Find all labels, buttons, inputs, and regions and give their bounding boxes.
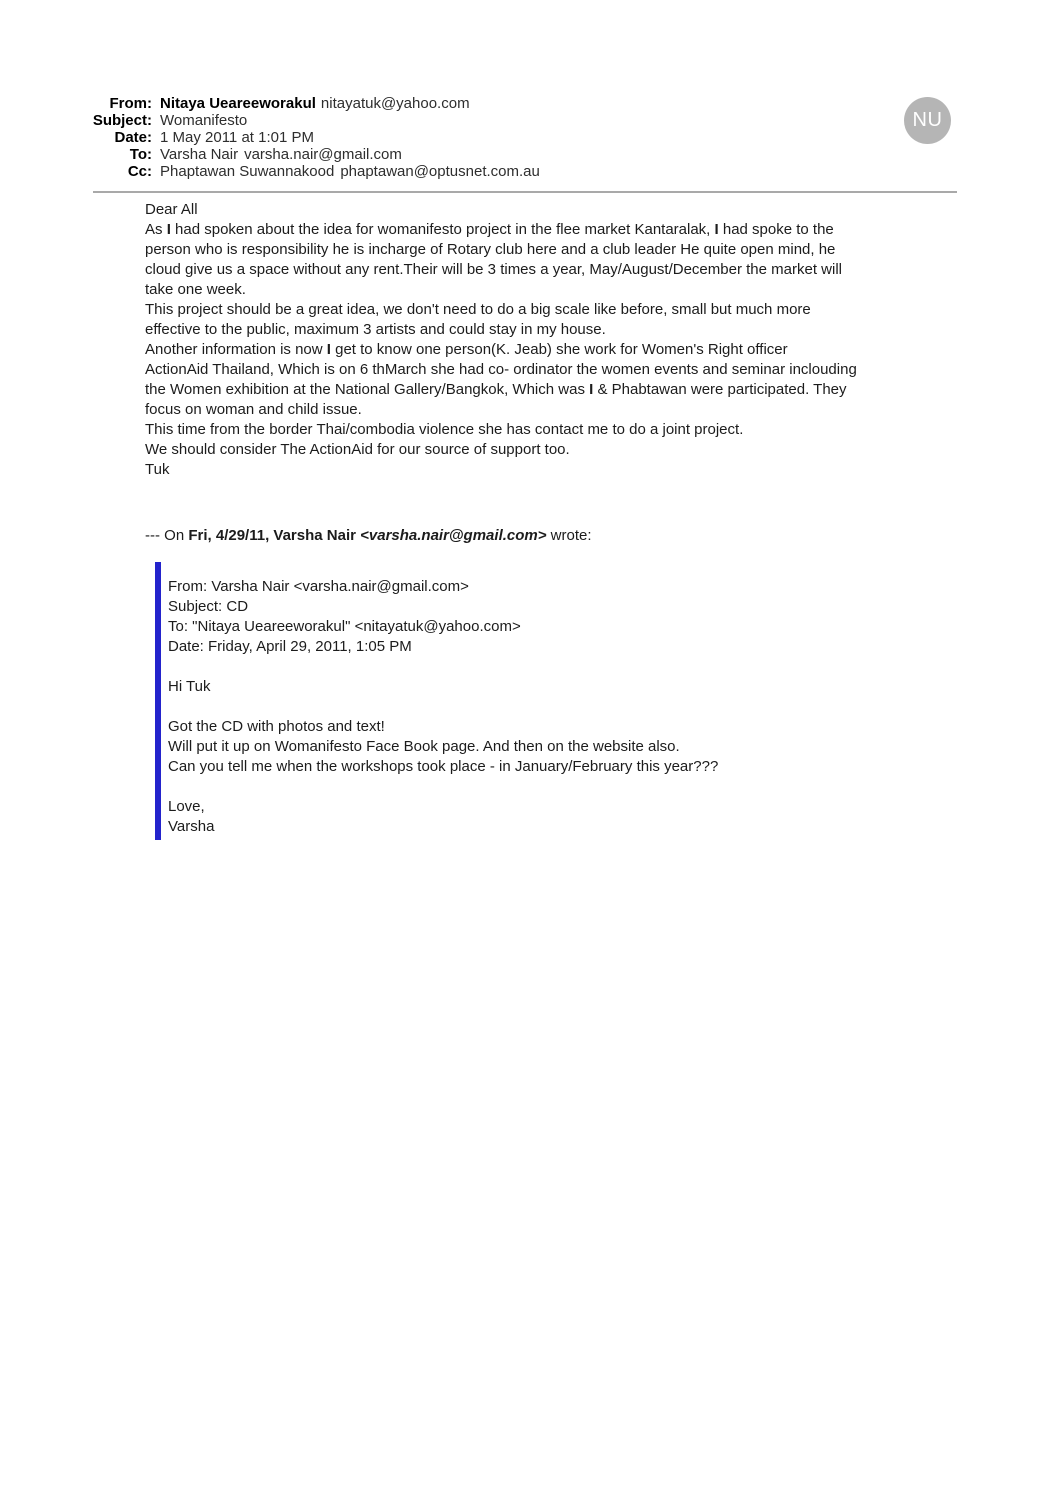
reply-intro-line: --- On Fri, 4/29/11, Varsha Nair <varsha.nair@gmail.com> wrote: [145,527,592,544]
from-value [160,95,470,112]
date-value: 1 May 2011 at 1:01 PM [160,129,314,146]
sender-name[interactable]: Nitaya Ueareeworakul [160,95,316,112]
sender-avatar[interactable] [904,97,951,144]
cc-name[interactable]: Phaptawan Suwannakood [160,163,335,180]
to-value [160,146,402,163]
avatar-initials: NU [912,109,943,131]
cc-email[interactable]: phaptawan@optusnet.com.au [340,163,540,180]
header-row-from [85,95,885,112]
email-header [85,95,885,180]
from-label: From: [109,95,152,112]
to-label: To: [129,146,152,163]
email-body: Dear All As I had spoken about the idea for womanifesto project in the flee market Kantaralak, I had spoke to the person who is responsibility he is incharge of Rotary club here and a club leader He quite open mind, he cloud give us a space without any rent.Their will be 3 times a year, May/August/December the market will take one week. This project should be a great idea, we don't need to do a big scale like before, small but much more effective to the public, maximum 3 artists and could stay in my house. Another information is now I get to know one person(K. Jeab) she work for Women's Right officer ActionAid Thailand, Which is on 6 thMarch she had co- ordinator the women events and seminar inclouding the Women exhibition at the National Gallery/Bangkok, Which was I & Phabtawan were participated. They focus on woman and child issue. This time from the border Thai/combodia violence she has contact me to do a joint project. We should consider The ActionAid for our source of support too. Tuk [145,201,857,478]
cc-value [160,163,540,180]
cc-label: Cc: [127,163,152,180]
quoted-reply-block [155,562,718,840]
header-divider [93,191,957,193]
header-row-to [85,146,885,163]
subject-label: Subject: [92,112,152,129]
quoted-reply-text: From: Varsha Nair <varsha.nair@gmail.com> Subject: CD To: "Nitaya Ueareeworakul" <nitayatuk@yahoo.com> Date: Friday, April 29, 2011, 1:05 PM Hi Tuk Got the CD with photos and text! Will put it up on Womanifesto Face Book page. And then on the website also. Can you tell me when the workshops took place - in January/February this year??? Love, Varsha [168,578,719,835]
subject-value: Womanifesto [160,112,248,129]
recipient-email[interactable]: varsha.nair@gmail.com [244,146,402,163]
date-label: Date: [114,129,152,146]
header-row-date [85,129,885,146]
sender-email[interactable]: nitayatuk@yahoo.com [320,95,470,112]
recipient-name[interactable]: Varsha Nair [160,146,239,163]
header-row-subject [85,112,885,129]
header-row-cc [85,163,885,180]
